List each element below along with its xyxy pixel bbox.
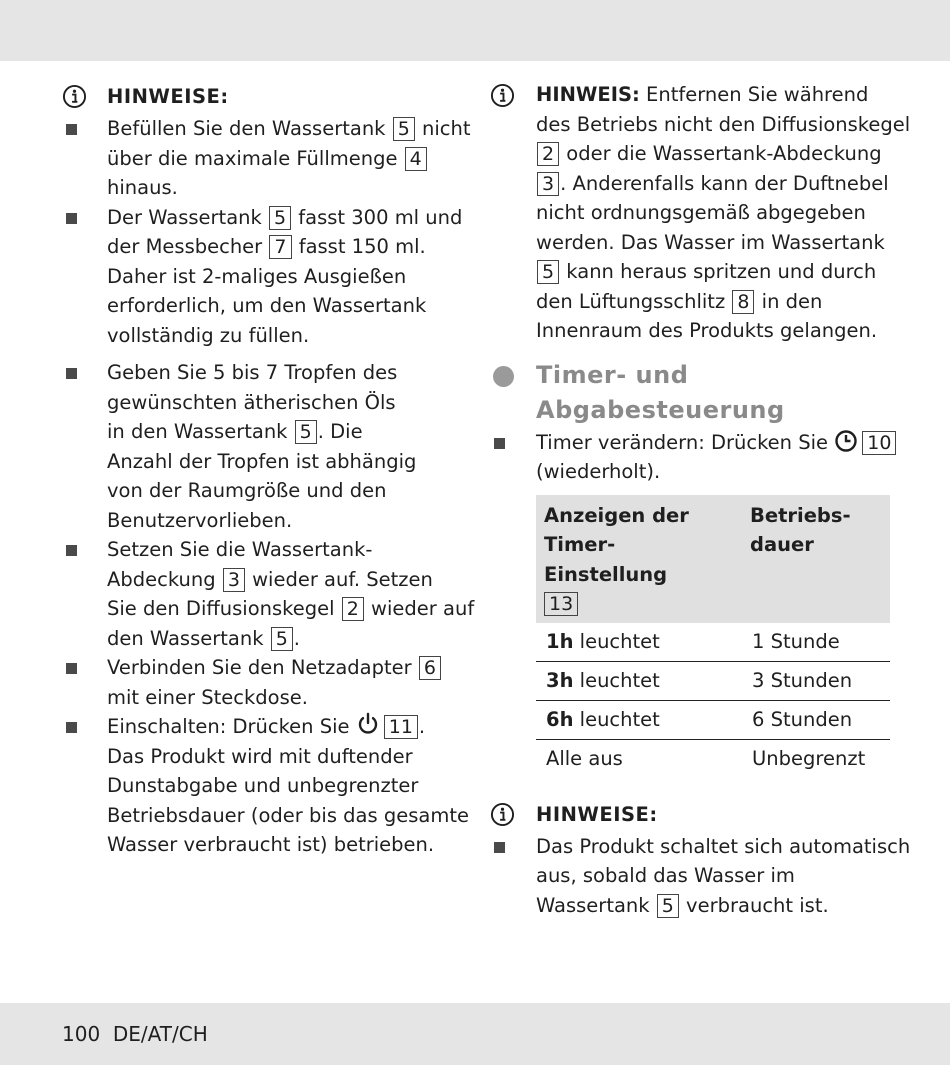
text-line: Das Produkt schaltet sich automatisch [536,834,911,858]
text-line: 2 oder die Wassertank-Abdeckung [536,139,890,169]
text-line: gewünschten ätherischen Öls [107,390,396,414]
text-line: Wasser verbraucht ist) betrieben. [107,833,435,856]
section-title-line: Timer- und [536,360,689,389]
text-line: vollständig zu füllen. [107,323,310,347]
text-line: Anzahl der Tropfen ist abhängig [107,449,417,473]
power-icon [356,712,380,736]
list-item [62,203,462,351]
table-row [536,661,890,700]
bullet-square-icon [66,545,77,556]
text-line: nicht ordnungsgemäß abgegeben [536,201,866,224]
table-cell: Alle aus [546,746,623,770]
text-line: den Lüftungsschlitz 8 in den [536,289,823,313]
table-cell: 6h leuchtet [536,700,742,739]
text-line: Benutzervorlieben. [107,508,293,532]
text-line: Der Wassertank 5 fasst 300 ml und [107,205,463,229]
text-line: von der Raumgröße und den [107,479,387,502]
part-ref: 6 [419,656,441,680]
part-ref: 10 [862,431,896,455]
list-item [62,653,462,712]
text-line: Betriebsdauer (oder bis das gesamte [107,803,469,827]
table-row [536,739,890,778]
text-line: Das Produkt wird mit duftender [107,744,413,768]
text-line: über die maximale Füllmenge 4 [107,144,462,174]
section-title-line: Abgabesteuerung [536,395,785,424]
note-title: HINWEISE: [107,85,229,108]
bullet-square-icon [494,842,505,853]
part-ref: 2 [537,142,559,166]
text-line: erforderlich, um den Wassertank [107,294,427,317]
bullet-square-icon [66,722,77,733]
part-ref: 11 [384,715,418,739]
text-line: Einschalten: Drücken Sie 11 . [107,712,462,742]
part-ref: 5 [269,206,291,230]
part-ref: 7 [269,235,291,259]
text-line: 5 kann heraus spritzen und durch [536,257,890,287]
text-line: Daher ist 2-maliges Ausgießen [107,264,407,288]
text-line: hinaus. [107,176,178,199]
text-line: Verbinden Sie den Netzadapter 6 [107,653,462,683]
table-row [536,623,890,662]
note-title: HINWEIS: [536,83,640,106]
part-ref: 4 [405,147,427,171]
top-bar [0,0,950,61]
table-header-cell: Betriebs- dauer [742,495,890,623]
text-line: 3 . Anderenfalls kann der Duftnebel [536,169,890,199]
text-line: Setzen Sie die Wassertank- [107,538,373,561]
text-line: Sie den Diffusionskegel 2 wieder auf [107,597,475,620]
table-cell: Unbegrenzt [752,746,866,770]
text-line: HINWEIS: Entfernen Sie während [536,83,869,106]
info-icon [490,802,515,827]
info-icon [62,84,87,109]
table-cell: 3h leuchtet [536,661,742,700]
list-item [490,832,911,921]
table-row [536,700,890,739]
section-heading [490,358,890,428]
text-line: Wassertank 5 verbraucht ist. [536,893,829,917]
text-line: den Wassertank 5 . [107,626,300,650]
timer-table [536,495,890,778]
list-item [62,358,462,535]
clock-icon [834,429,858,453]
list-item [62,114,471,203]
part-ref: 5 [393,117,415,141]
right-note-header [490,798,890,832]
text-line: Befüllen Sie den Wassertank 5 nicht [107,117,471,140]
part-ref: 3 [537,172,559,196]
part-ref: 5 [271,627,293,651]
part-ref: 13 [544,592,578,616]
text-line: des Betriebs nicht den Diffusionskegel [536,112,911,136]
text-line: Dunstabgabe und unbegrenzter [107,774,419,797]
section-dot-icon [493,366,514,387]
table-cell: 6 Stunden [742,700,890,739]
part-ref: 5 [537,260,559,284]
list-item [62,712,469,860]
table-header-cell: Anzeigen der Timer-Einstellung 13 [536,495,742,623]
text-line: Geben Sie 5 bis 7 Tropfen des [107,361,398,384]
text-line: werden. Das Wasser im Wassertank [536,230,885,254]
text-line: Innenraum des Produkts gelangen. [536,319,878,342]
table-cell: 1 Stunde [742,623,890,662]
table-header-row [536,495,890,623]
info-icon [490,83,515,108]
text-line: in den Wassertank 5 . Die [107,420,363,443]
bullet-square-icon [66,368,77,379]
bullet-square-icon [66,124,77,135]
hinweis-note [490,80,911,346]
left-column [62,80,475,860]
right-column [490,80,911,920]
part-ref: 8 [732,290,754,314]
table-cell: 3 Stunden [742,661,890,700]
page-number: 100 DE/AT/CH [62,1022,208,1046]
text-line: Timer verändern: Drücken Sie 10 [536,428,890,458]
part-ref: 5 [295,420,317,444]
text-line: mit einer Steckdose. [107,685,308,709]
list-item [490,428,890,487]
bullet-square-icon [494,438,505,449]
text-line: der Messbecher 7 fasst 150 ml. [107,235,426,258]
text-line: Abdeckung 3 wieder auf. Setzen [107,567,433,591]
list-item [62,535,475,653]
left-note-header [62,80,462,114]
bullet-square-icon [66,213,77,224]
part-ref: 5 [657,894,679,918]
text-line: aus, sobald das Wasser im [536,864,795,887]
part-ref: 3 [223,568,245,592]
table-cell: 1h leuchtet [536,623,742,662]
note-title: HINWEISE: [536,802,658,826]
bullet-square-icon [66,663,77,674]
part-ref: 2 [342,597,364,621]
text-line: (wiederholt). [536,460,661,483]
